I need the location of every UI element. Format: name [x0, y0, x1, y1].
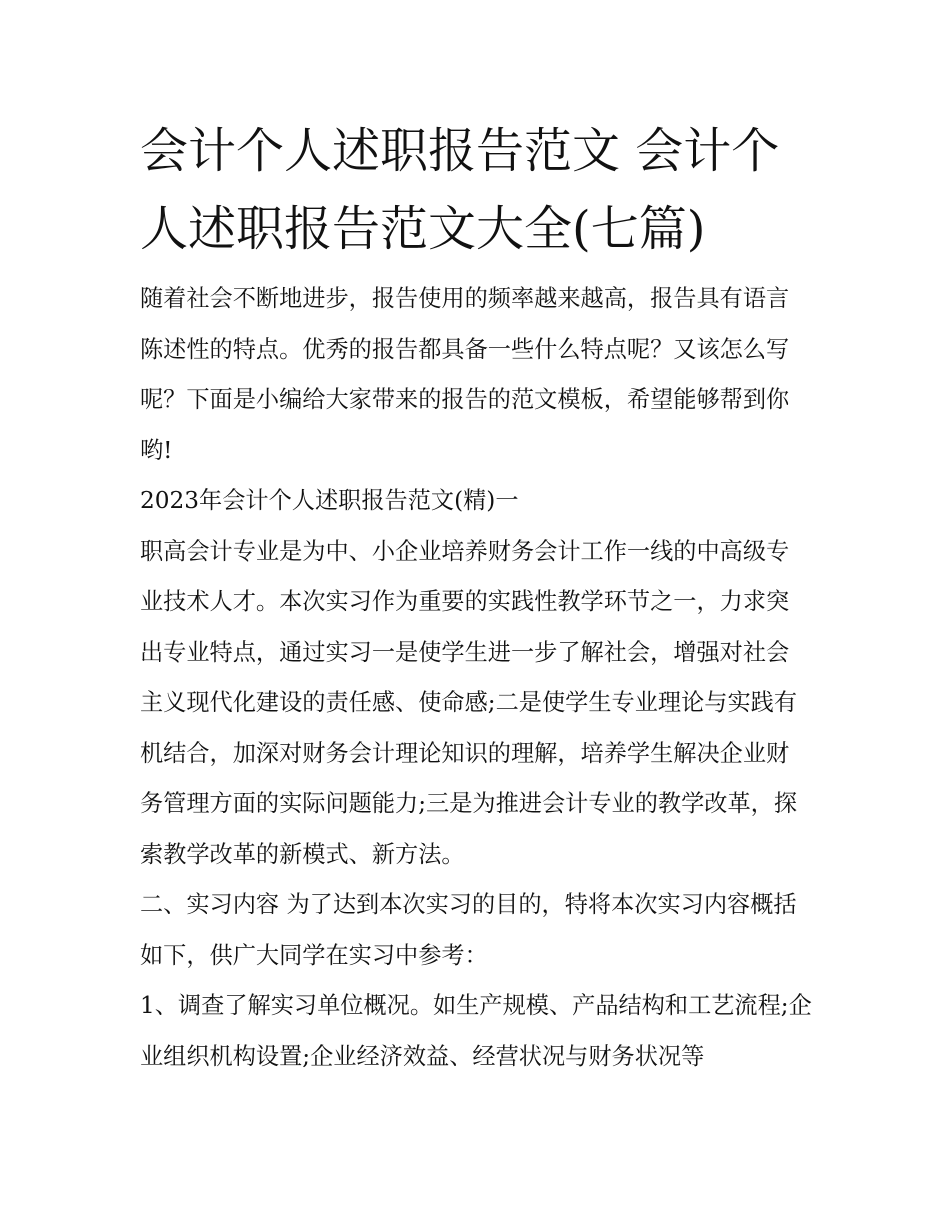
section-heading-content: 二、实习内容 为了达到本次实习的目的，特将本次实习内容概括如下，供广大同学在实习中参考：: [140, 891, 797, 969]
list-item: 1、调查了解实习单位概况。如生产规模、产品结构和工艺流程;企业组织机构设置;企业经济效益、经营状况与财务状况等: [140, 992, 812, 1070]
body-paragraph: 职高会计专业是为中、小企业培养财务会计工作一线的中高级专业技术人才。本次实习作为重要的实践性教学环节之一，力求突出专业特点，通过实习一是使学生进一步了解社会，增强对社会主义现代化建设的责任感、使命感;二是使学生专业理论与实践有机结合，加深对财务会计理论知识的理解，培养学生解决企业财务管理方面的实际问题能力;三是为推进会计专业的教学改革，探索教学改革的新模式、新方法。: [140, 537, 798, 868]
intro-paragraph: 随着社会不断地进步，报告使用的频率越来越高，报告具有语言陈述性的特点。优秀的报告都具备一些什么特点呢？又该怎么写呢？下面是小编给大家带来的报告的范文模板，希望能够帮到你哟!: [140, 285, 790, 464]
document-page: [140, 112, 812, 1082]
document-title: 会计个人述职报告范文 会计个人述职报告范文大全(七篇): [140, 123, 780, 257]
section-heading: 2023年会计个人述职报告范文(精)一: [140, 487, 519, 514]
